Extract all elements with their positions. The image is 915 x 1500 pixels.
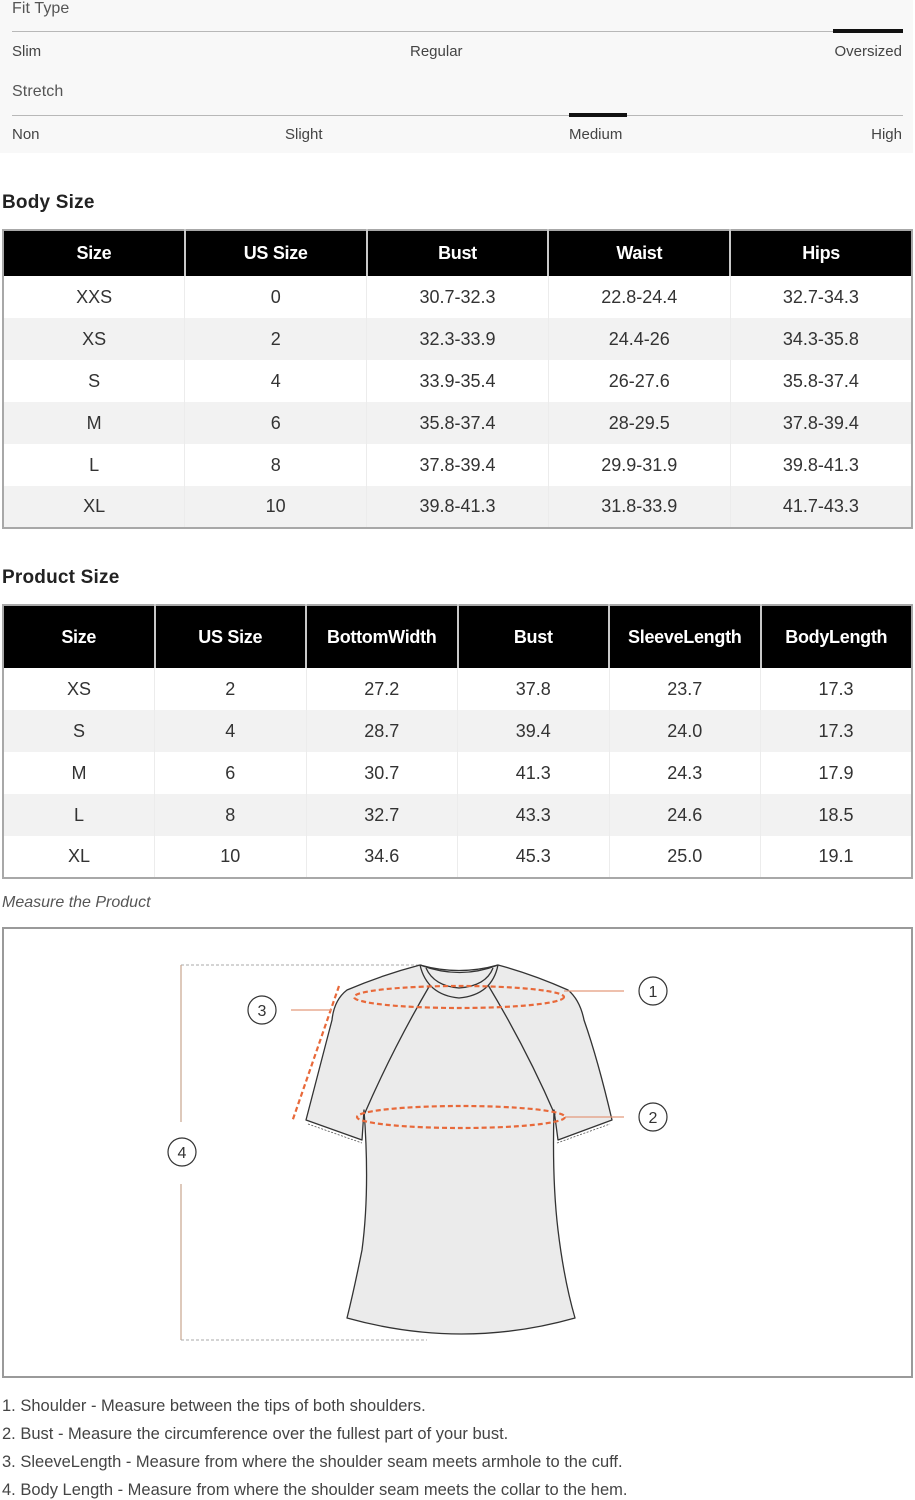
- svg-text:4: 4: [177, 1145, 187, 1162]
- fit-type-scale-line: [12, 31, 903, 32]
- fit-type-selected-marker: [833, 29, 903, 33]
- column-header: BottomWidth: [306, 605, 458, 668]
- instruction-shoulder: 1. Shoulder - Measure between the tips of both shoulders.: [2, 1397, 426, 1415]
- column-header: Waist: [548, 230, 730, 276]
- table-row: [3, 360, 912, 402]
- table-cell: 34.6: [306, 836, 458, 878]
- table-cell: S: [88, 370, 101, 391]
- table-cell: 24.0: [609, 710, 761, 752]
- table-cell: 29.9-31.9: [548, 444, 730, 486]
- table-row: [3, 318, 912, 360]
- body-size-title: Body Size: [2, 192, 95, 213]
- marker-3-icon: [248, 996, 276, 1024]
- table-cell: 23.7: [609, 668, 761, 710]
- fit-type-option-regular: Regular: [410, 43, 463, 60]
- table-cell: 24.4-26: [548, 318, 730, 360]
- table-cell: XL: [67, 846, 91, 866]
- table-cell: 19.1: [761, 836, 913, 878]
- svg-text:1: 1: [648, 984, 658, 1001]
- table-cell: 37.8: [458, 668, 610, 710]
- table-cell: 32.7: [306, 794, 458, 836]
- stretch-title: Stretch: [12, 83, 64, 100]
- marker-2-icon: [639, 1103, 667, 1131]
- table-header-row: [3, 230, 912, 276]
- table-cell: 28.7: [306, 710, 458, 752]
- column-header: SleeveLength: [609, 605, 761, 668]
- fit-type-option-slim: Slim: [12, 43, 42, 60]
- body-size-table: [2, 229, 913, 529]
- fit-type-option-oversized: Oversized: [834, 43, 902, 60]
- table-row: [3, 486, 912, 528]
- column-header: Size: [3, 230, 185, 276]
- table-cell: 39.8-41.3: [730, 444, 912, 486]
- table-cell: 35.8-37.4: [730, 360, 912, 402]
- table-row: [3, 836, 912, 878]
- table-row: [3, 794, 912, 836]
- table-cell: 30.7: [306, 752, 458, 794]
- table-cell: S: [3, 710, 155, 752]
- table-cell: 8: [155, 794, 307, 836]
- table-header-row: [3, 605, 912, 668]
- table-row: [3, 444, 912, 486]
- column-header: Hips: [730, 230, 912, 276]
- instruction-sleeve-length: 3. SleeveLength - Measure from where the shoulder seam meets armhole to the cuff.: [2, 1453, 623, 1471]
- table-cell: 32.7-34.3: [730, 276, 912, 318]
- table-row: [3, 276, 912, 318]
- measure-caption: Measure the Product: [2, 894, 151, 911]
- table-cell: 25.0: [609, 836, 761, 878]
- table-cell: 8: [185, 444, 367, 486]
- table-row: [3, 710, 912, 752]
- table-cell: 31.8-33.9: [548, 486, 730, 528]
- stretch-option-medium: Medium: [569, 126, 623, 143]
- table-cell: 39.8-41.3: [367, 486, 549, 528]
- table-cell: 32.3-33.9: [367, 318, 549, 360]
- table-cell: 37.8-39.4: [367, 444, 549, 486]
- table-cell: 6: [185, 402, 367, 444]
- table-cell: 17.3: [761, 668, 913, 710]
- column-header: Size: [3, 605, 155, 668]
- table-cell: 4: [155, 710, 307, 752]
- stretch-option-slight: Slight: [285, 126, 323, 143]
- fit-type-title: Fit Type: [12, 0, 70, 17]
- table-cell: 27.2: [306, 668, 458, 710]
- table-cell: L: [3, 794, 155, 836]
- fit-panel: [0, 0, 913, 153]
- table-cell: 0: [185, 276, 367, 318]
- table-cell: XS: [3, 318, 185, 360]
- table-cell: 24.6: [609, 794, 761, 836]
- table-cell: 6: [155, 752, 307, 794]
- marker-1-icon: [639, 977, 667, 1005]
- marker-4-icon: [168, 1138, 196, 1166]
- svg-text:2: 2: [648, 1110, 658, 1127]
- column-header: Bust: [367, 230, 549, 276]
- stretch-scale-line: [12, 115, 903, 116]
- table-cell: 22.8-24.4: [548, 276, 730, 318]
- column-header: US Size: [155, 605, 307, 668]
- column-header: BodyLength: [761, 605, 913, 668]
- table-cell: 2: [155, 668, 307, 710]
- table-cell: 45.3: [458, 836, 610, 878]
- table-cell: 24.3: [609, 752, 761, 794]
- table-cell: 41.3: [458, 752, 610, 794]
- tshirt-outline: [306, 965, 612, 1334]
- measurement-diagram: [2, 927, 913, 1378]
- table-cell: 18.5: [761, 794, 913, 836]
- product-size-table: [2, 604, 913, 879]
- instruction-body-length: 4. Body Length - Measure from where the shoulder seam meets the collar to the hem.: [2, 1481, 628, 1499]
- table-cell: 4: [185, 360, 367, 402]
- table-cell: L: [89, 454, 100, 475]
- instruction-bust: 2. Bust - Measure the circumference over the fullest part of your bust.: [2, 1425, 509, 1443]
- stretch-selected-marker: [569, 113, 627, 117]
- table-row: [3, 402, 912, 444]
- table-cell: 34.3-35.8: [730, 318, 912, 360]
- table-cell: 17.9: [761, 752, 913, 794]
- column-header: US Size: [185, 230, 367, 276]
- column-header: Bust: [458, 605, 610, 668]
- table-cell: 39.4: [458, 710, 610, 752]
- table-cell: 35.8-37.4: [367, 402, 549, 444]
- tshirt-illustration: [4, 929, 911, 1376]
- table-cell: XL: [3, 486, 185, 528]
- table-cell: 28-29.5: [548, 402, 730, 444]
- table-cell: 41.7-43.3: [730, 486, 912, 528]
- table-cell: XXS: [76, 286, 113, 307]
- table-cell: 10: [155, 836, 307, 878]
- table-cell: 33.9-35.4: [367, 360, 549, 402]
- stretch-option-non: Non: [12, 126, 40, 143]
- table-row: [3, 752, 912, 794]
- table-cell: XS: [66, 678, 91, 699]
- table-cell: M: [3, 402, 185, 444]
- table-cell: 30.7-32.3: [367, 276, 549, 318]
- svg-text:3: 3: [257, 1003, 267, 1020]
- table-cell: 17.3: [761, 710, 913, 752]
- table-cell: M: [71, 762, 87, 783]
- measurement-instructions: [2, 1394, 628, 1500]
- table-cell: 10: [185, 486, 367, 528]
- table-cell: 2: [185, 318, 367, 360]
- table-cell: 37.8-39.4: [730, 402, 912, 444]
- stretch-option-high: High: [871, 126, 902, 143]
- product-size-title: Product Size: [2, 567, 120, 588]
- table-cell: 26-27.6: [548, 360, 730, 402]
- table-row: [3, 668, 912, 710]
- table-cell: 43.3: [458, 794, 610, 836]
